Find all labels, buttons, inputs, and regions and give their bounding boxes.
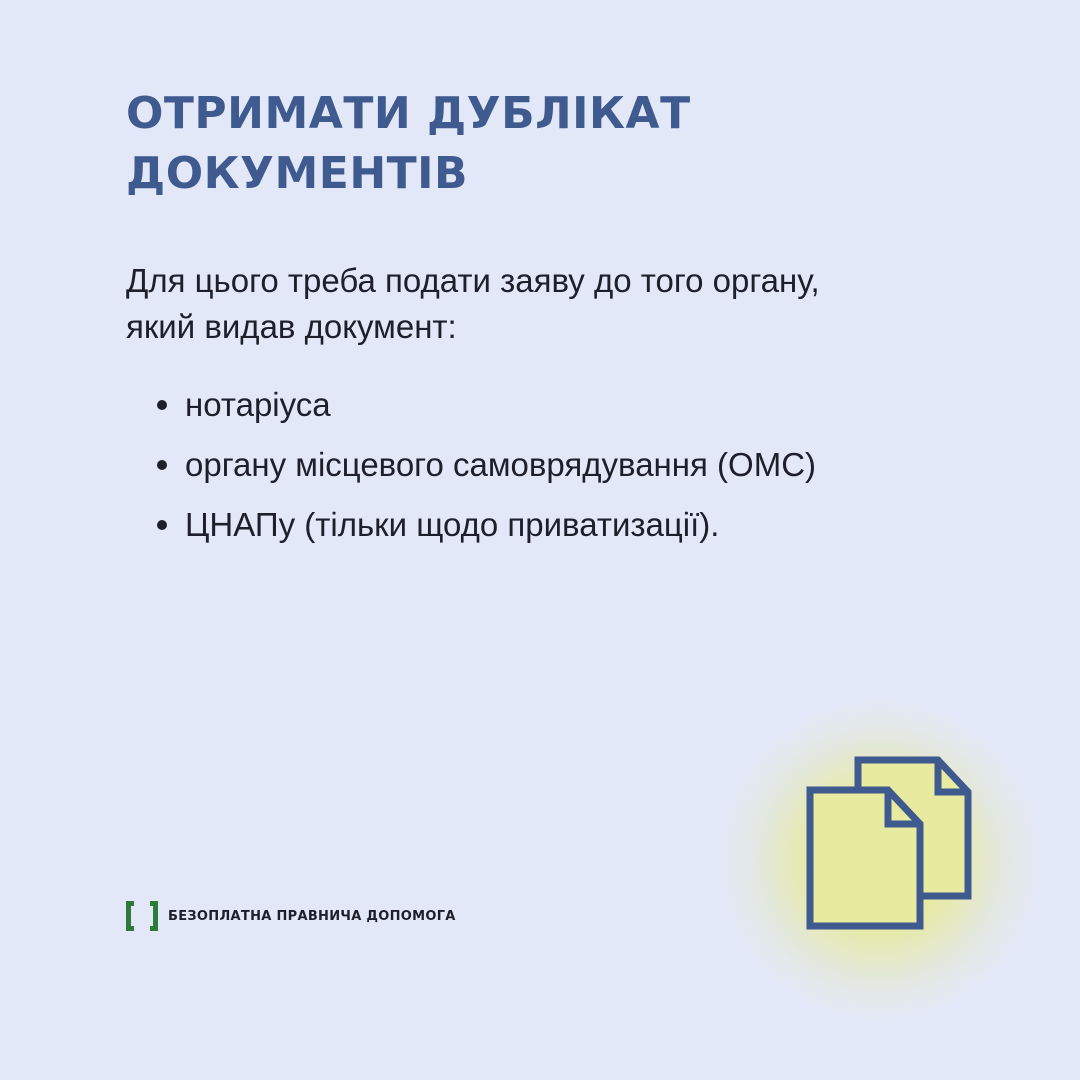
bullet-icon (157, 520, 167, 530)
bullet-icon (157, 460, 167, 470)
intro-line-2: який видав документ: (126, 308, 457, 345)
title-line-1: ОТРИМАТИ ДУБЛІКАТ (126, 88, 691, 139)
list-item-text: нотаріуса (185, 386, 331, 423)
logo-text: БЕЗОПЛАТНА ПРАВНИЧА ДОПОМОГА (168, 908, 456, 924)
intro-paragraph (126, 258, 986, 350)
brand-logo (126, 898, 456, 934)
intro-line-1: Для цього треба подати заяву до того органу, (126, 262, 820, 299)
list-item-text: ЦНАПу (тільки щодо приватизації). (185, 506, 720, 543)
brackets-logo-icon (126, 901, 134, 931)
documents-copy-icon (800, 750, 980, 940)
page-title (126, 84, 926, 204)
authority-list (126, 380, 816, 560)
list-item (126, 440, 816, 500)
list-item-text: органу місцевого самоврядування (ОМС) (185, 446, 817, 483)
title-line-2: ДОКУМЕНТІВ (126, 148, 469, 199)
brackets-logo-icon (150, 901, 158, 931)
list-item (126, 500, 816, 560)
list-item (126, 380, 816, 440)
bullet-icon (157, 400, 167, 410)
